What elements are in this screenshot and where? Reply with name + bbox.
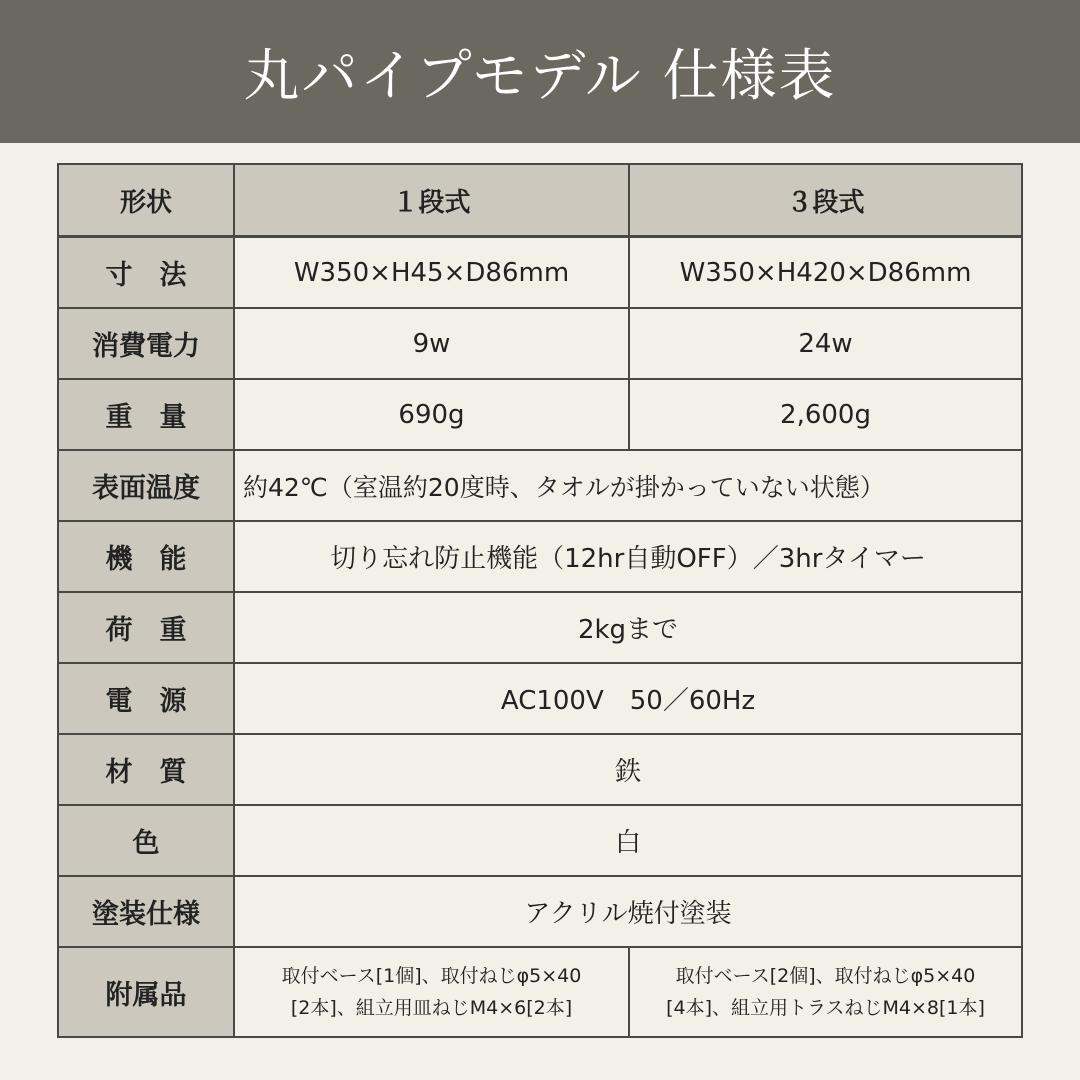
row-label-power-source: 電 源 <box>58 663 234 734</box>
material-value: 鉄 <box>234 734 1022 805</box>
table-row <box>58 592 1022 663</box>
table-header-row <box>58 164 1022 237</box>
power-3-stage: 24w <box>629 308 1022 379</box>
row-label-accessories: 附属品 <box>58 947 234 1037</box>
row-label-coating: 塗装仕様 <box>58 876 234 947</box>
dimensions-3-stage: W350×H420×D86mm <box>629 237 1022 309</box>
row-label-weight: 重 量 <box>58 379 234 450</box>
table-row <box>58 379 1022 450</box>
table-row <box>58 663 1022 734</box>
weight-3-stage: 2,600g <box>629 379 1022 450</box>
table-row <box>58 947 1022 1037</box>
accessories-3-stage-line2: [4本]、組立用トラスねじM4×8[1本] <box>666 997 985 1019</box>
power-1-stage: 9w <box>234 308 629 379</box>
header-shape-label: 形状 <box>58 164 234 237</box>
row-label-power: 消費電力 <box>58 308 234 379</box>
surface-temp-value: 約42℃（室温約20度時、タオルが掛かっていない状態） <box>234 450 1022 521</box>
load-value: 2kgまで <box>234 592 1022 663</box>
weight-1-stage: 690g <box>234 379 629 450</box>
power-source-value: AC100V 50／60Hz <box>234 663 1022 734</box>
page-title: 丸パイプモデル 仕様表 <box>243 43 837 109</box>
row-label-dimensions: 寸 法 <box>58 237 234 309</box>
table-row <box>58 450 1022 521</box>
spec-table <box>57 163 1023 1038</box>
title-banner <box>0 0 1080 143</box>
row-label-surface-temp: 表面温度 <box>58 450 234 521</box>
row-label-function: 機 能 <box>58 521 234 592</box>
row-label-color: 色 <box>58 805 234 876</box>
table-row <box>58 237 1022 309</box>
color-value: 白 <box>234 805 1022 876</box>
accessories-1-stage <box>234 947 629 1037</box>
table-row <box>58 308 1022 379</box>
coating-value: アクリル焼付塗装 <box>234 876 1022 947</box>
header-1-stage: １段式 <box>234 164 629 237</box>
table-row <box>58 521 1022 592</box>
dimensions-1-stage: W350×H45×D86mm <box>234 237 629 309</box>
accessories-3-stage-line1: 取付ベース[2個]、取付ねじφ5×40 <box>675 965 976 987</box>
accessories-1-stage-line1: 取付ベース[1個]、取付ねじφ5×40 <box>281 965 582 987</box>
header-3-stage: ３段式 <box>629 164 1022 237</box>
accessories-1-stage-line2: [2本]、組立用皿ねじM4×6[2本] <box>290 997 573 1019</box>
row-label-material: 材 質 <box>58 734 234 805</box>
table-row <box>58 734 1022 805</box>
function-value: 切り忘れ防止機能（12hr自動OFF）／3hrタイマー <box>234 521 1022 592</box>
table-row <box>58 805 1022 876</box>
accessories-3-stage <box>629 947 1022 1037</box>
row-label-load: 荷 重 <box>58 592 234 663</box>
table-row <box>58 876 1022 947</box>
